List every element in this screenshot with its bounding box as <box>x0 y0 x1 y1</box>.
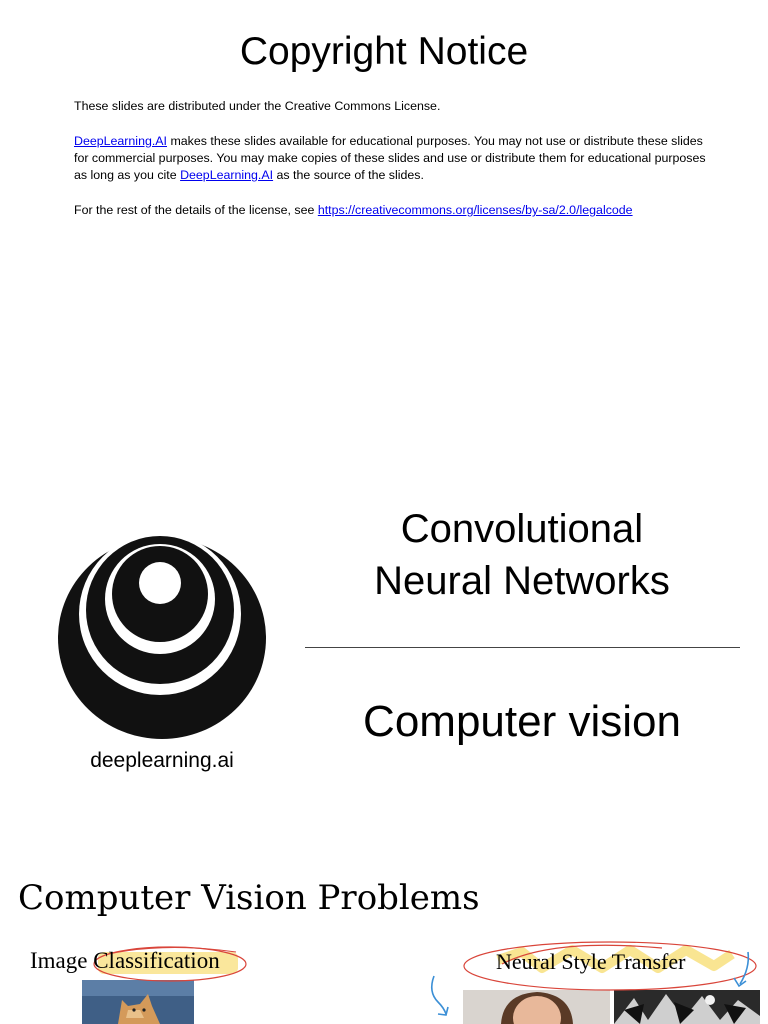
course-title-line-2: Neural Networks <box>374 559 670 603</box>
portrait-photo <box>463 990 610 1024</box>
concentric-circles-logo-icon <box>56 536 268 740</box>
usage-text-2: as the source of the slides. <box>273 168 424 182</box>
lesson-subtitle: Computer vision <box>363 697 681 746</box>
logo-wordmark: deeplearning.ai <box>90 749 234 772</box>
artwork-image <box>614 990 760 1024</box>
course-title-line-1: Convolutional <box>400 507 644 551</box>
usage-text-1: makes these slides available for educational purposes. You may not use or distribute these slides for commercial purposes. You may make copies of these slides and use or distribute them for educational purposes as long as you cite <box>74 134 706 182</box>
copyright-title: Copyright Notice <box>239 30 529 73</box>
hand-drawn-arrow-icon <box>728 950 758 990</box>
hand-drawn-arrow-icon <box>426 974 454 1018</box>
license-intro-text: These slides are distributed under the Creative Commons License. <box>74 99 441 113</box>
deeplearning-link[interactable]: DeepLearning.AI <box>74 134 167 148</box>
course-title <box>306 503 738 607</box>
slide-heading: Computer Vision Problems <box>18 878 480 918</box>
usage-paragraph <box>74 133 714 184</box>
title-divider <box>305 647 740 648</box>
license-details-text: For the rest of the details of the license, see <box>74 203 318 217</box>
license-url-link[interactable]: https://creativecommons.org/licenses/by-sa/2.0/legalcode <box>317 203 633 217</box>
image-classification-label: Image Classification <box>30 948 220 973</box>
neural-style-transfer-label: Neural Style Transfer <box>496 949 686 974</box>
deeplearning-cite-link[interactable]: DeepLearning.AI <box>180 168 274 182</box>
license-details-paragraph <box>74 202 714 219</box>
